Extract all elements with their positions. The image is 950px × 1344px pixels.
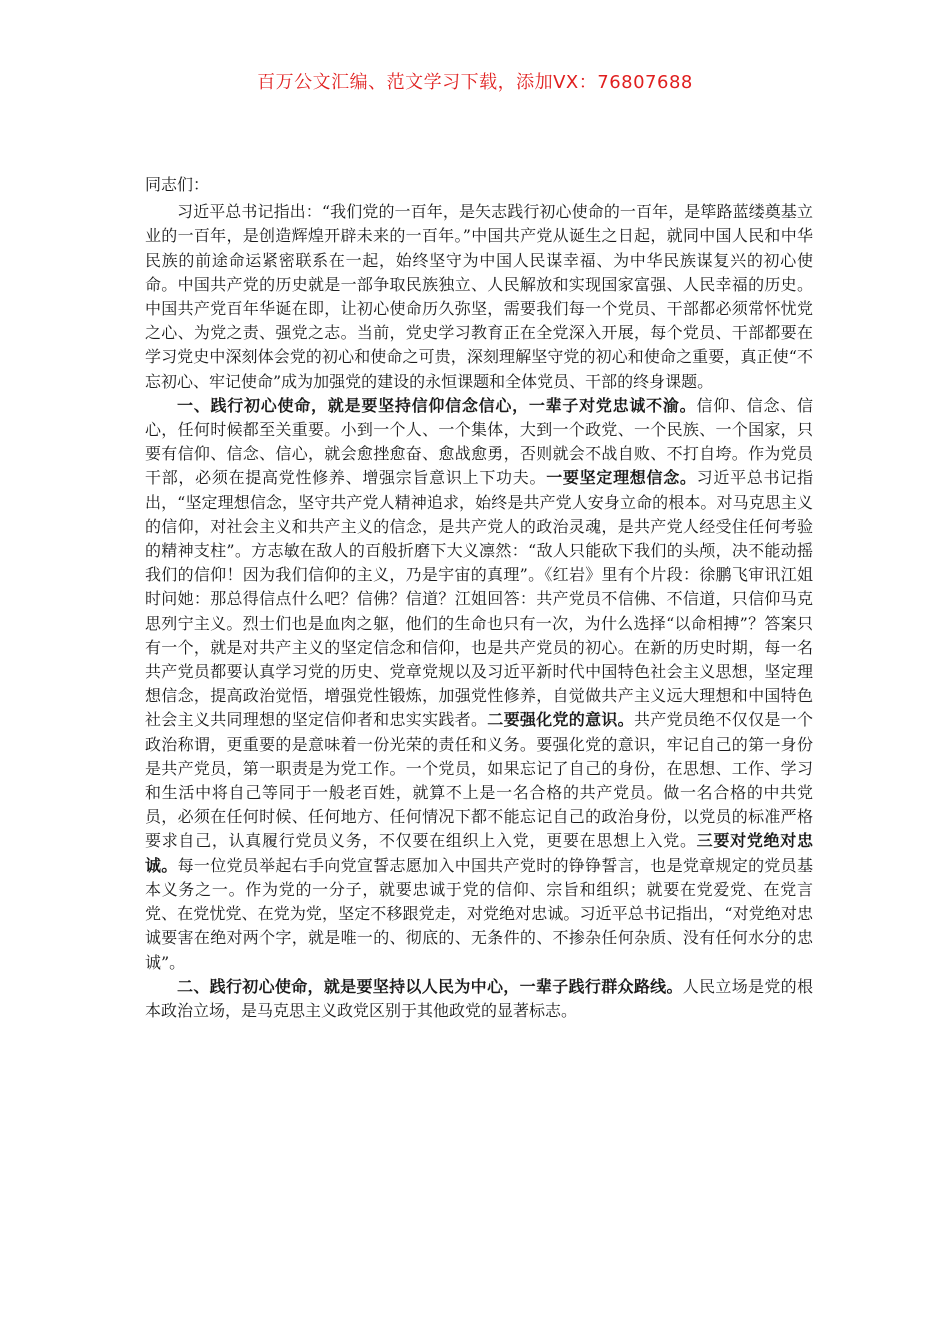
section-1-text-1: 信仰、信念、信心，任何时候都至关重要。小到一个人、一个集体，大到一个政党、一个民族、一个国家，只要有信仰、信念、信心，就会愈挫愈奋、愈战愈勇，否则就会不战自败、不打自垮。作为党员干部，必须在提高党性修养、增强宗旨意识上下功夫。 — [145, 395, 813, 488]
section-1-paragraph — [145, 394, 813, 975]
intro-paragraph: 习近平总书记指出：“我们党的一百年，是矢志践行初心使命的一百年，是筚路蓝缕奠基立业的一百年，是创造辉煌开辟未来的一百年。”中国共产党从诞生之日起，就同中国人民和中华民族的前途命运紧密联系在一起，始终坚守为中国人民谋幸福、为中华民族谋复兴的初心使命。中国共产党的历史就是一部争取民族独立、人民解放和实现国家富强、人民幸福的历史。中国共产党百年华诞在即，让初心使命历久弥坚，需要我们每一个党员、干部都必须常怀忧党之心、为党之责、强党之志。当前，党史学习教育正在全党深入开展，每个党员、干部都要在学习党史中深刻体会党的初心和使命之可贵，深刻理解坚守党的初心和使命之重要，真正使“不忘初心、牢记使命”成为加强党的建设的永恒课题和全体党员、干部的终身课题。 — [145, 202, 813, 391]
section-1-point-1: 一要坚定理想信念。 — [546, 468, 697, 488]
section-2-paragraph — [145, 975, 813, 1023]
section-1-heading: 一、践行初心使命，就是要坚持信仰信念信心，一辈子对党忠诚不渝。 — [177, 395, 697, 415]
salutation: 同志们： — [145, 175, 210, 194]
section-1-text-3: 共产党员绝不仅仅是一个政治称谓，更重要的是意味着一份光荣的责任和义务。要强化党的意识，牢记自己的第一身份是共产党员，第一职责是为党工作。一个党员，如果忘记了自己的身份，在思想、工作、学习和生活中将自己等同于一般老百姓，就算不上是一名合格的共产党员。做一名合格的中共党员，必须在任何时候、任何地方、任何情况下都不能忘记自己的政治身份，以党员的标准严格要求自己，认真履行党员义务，不仅要在组织上入党，更要在思想上入党。 — [145, 710, 813, 851]
section-1-text-4: 每一位党员举起右手向党宣誓志愿加入中国共产党时的铮铮誓言，也是党章规定的党员基本义务之一。作为党的一分子，就要忠诚于党的信仰、宗旨和组织；就要在党爱党、在党言党、在党忧党、在党为党，坚定不移跟党走，对党绝对忠诚。习近平总书记指出，“对党绝对忠诚要害在绝对两个字，就是唯一的、彻底的、无条件的、不掺杂任何杂质、没有任何水分的忠诚”。 — [145, 855, 813, 972]
document-body — [145, 173, 813, 1023]
header-banner: 百万公文汇编、范文学习下载，添加VX：76807688 — [257, 72, 693, 93]
section-1-point-2: 二要强化党的意识。 — [487, 710, 634, 730]
section-2-heading: 二、践行初心使命，就是要坚持以人民为中心，一辈子践行群众路线。 — [177, 976, 683, 996]
section-2-text-1: 人民立场是党的根本政治立场，是马克思主义政党区别于其他政党的显著标志。 — [145, 976, 813, 1020]
section-1-point-3: 三要对党绝对忠诚。 — [145, 831, 813, 875]
section-1-text-2: 习近平总书记指出，“坚定理想信念，坚守共产党人精神追求，始终是共产党人安身立命的根本。对马克思主义的信仰，对社会主义和共产主义的信念，是共产党人的政治灵魂，是共产党人经受住任何考验的精神支柱”。方志敏在敌人的百般折磨下大义凛然：“敌人只能砍下我们的头颅，决不能动摇我们的信仰！因为我们信仰的主义，乃是宇宙的真理”。《红岩》里有个片段：徐鹏飞审讯江姐时问她：那总得信点什么吧？信佛？信道？江姐回答：共产党员不信佛、不信道，只信仰马克思列宁主义。烈士们也是血肉之躯，他们的生命也只有一次，为什么选择“以命相搏”？答案只有一个，就是对共产主义的坚定信念和信仰，也是共产党员的初心。在新的历史时期，每一名共产党员都要认真学习党的历史、党章党规以及习近平新时代中国特色社会主义思想，坚定理想信念，提高政治觉悟，增强党性锻炼，加强党性修养，自觉做共产主义远大理想和中国特色社会主义共同理想的坚定信仰者和忠实实践者。 — [145, 468, 813, 730]
